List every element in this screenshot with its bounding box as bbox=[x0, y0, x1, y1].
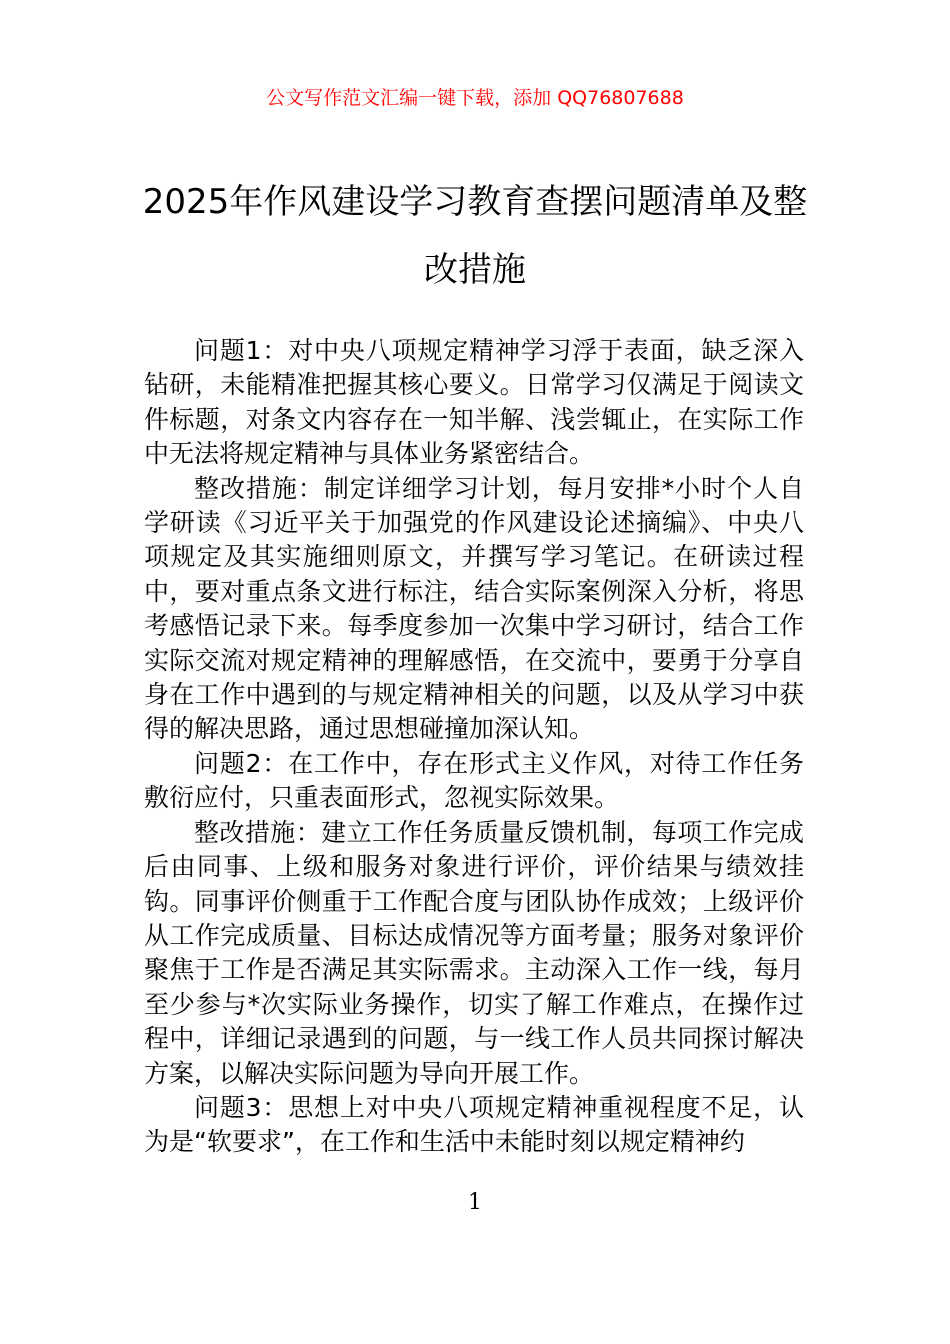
page-number: 1 bbox=[468, 1190, 482, 1215]
paragraph-measure-2: 整改措施：建立工作任务质量反馈机制，每项工作完成后由同事、上级和服务对象进行评价，评价结果与绩效挂钩。同事评价侧重于工作配合度与团队协作成效；上级评价从工作完成质量、目标达成情况等方面考量；服务对象评价聚焦于工作是否满足其实际需求。主动深入工作一线，每月至少参与*次实际业务操作，切实了解工作难点，在操作过程中，详细记录遇到的问题，与一线工作人员共同探讨解决方案，以解决实际问题为导向开展工作。 bbox=[144, 817, 804, 1088]
paragraph-measure-1: 整改措施：制定详细学习计划，每月安排*小时个人自学研读《习近平关于加强党的作风建设论述摘编》、中央八项规定及其实施细则原文，并撰写学习笔记。在研读过程中，要对重点条文进行标注，结合实际案例深入分析，将思考感悟记录下来。每季度参加一次集中学习研讨，结合工作实际交流对规定精神的理解感悟，在交流中，要勇于分享自身在工作中遇到的与规定精神相关的问题，以及从学习中获得的解决思路，通过思想碰撞加深认知。 bbox=[144, 473, 804, 744]
paragraph-problem-2: 问题2：在工作中，存在形式主义作风，对待工作任务敷衍应付，只重表面形式，忽视实际效果。 bbox=[144, 748, 804, 813]
download-promo-note: 公文写作范文汇编一键下载，添加 QQ76807688 bbox=[266, 87, 684, 109]
document-title: 2025年作风建设学习教育查摆问题清单及整改措施 bbox=[142, 182, 808, 290]
paragraph-problem-3: 问题3：思想上对中央八项规定精神重视程度不足，认为是“软要求”，在工作和生活中未能时刻以规定精神约 bbox=[144, 1092, 804, 1157]
paragraph-problem-1: 问题1：对中央八项规定精神学习浮于表面，缺乏深入钻研，未能精准把握其核心要义。日常学习仅满足于阅读文件标题，对条文内容存在一知半解、浅尝辄止，在实际工作中无法将规定精神与具体业务紧密结合。 bbox=[144, 336, 804, 469]
document-body bbox=[144, 334, 804, 1160]
